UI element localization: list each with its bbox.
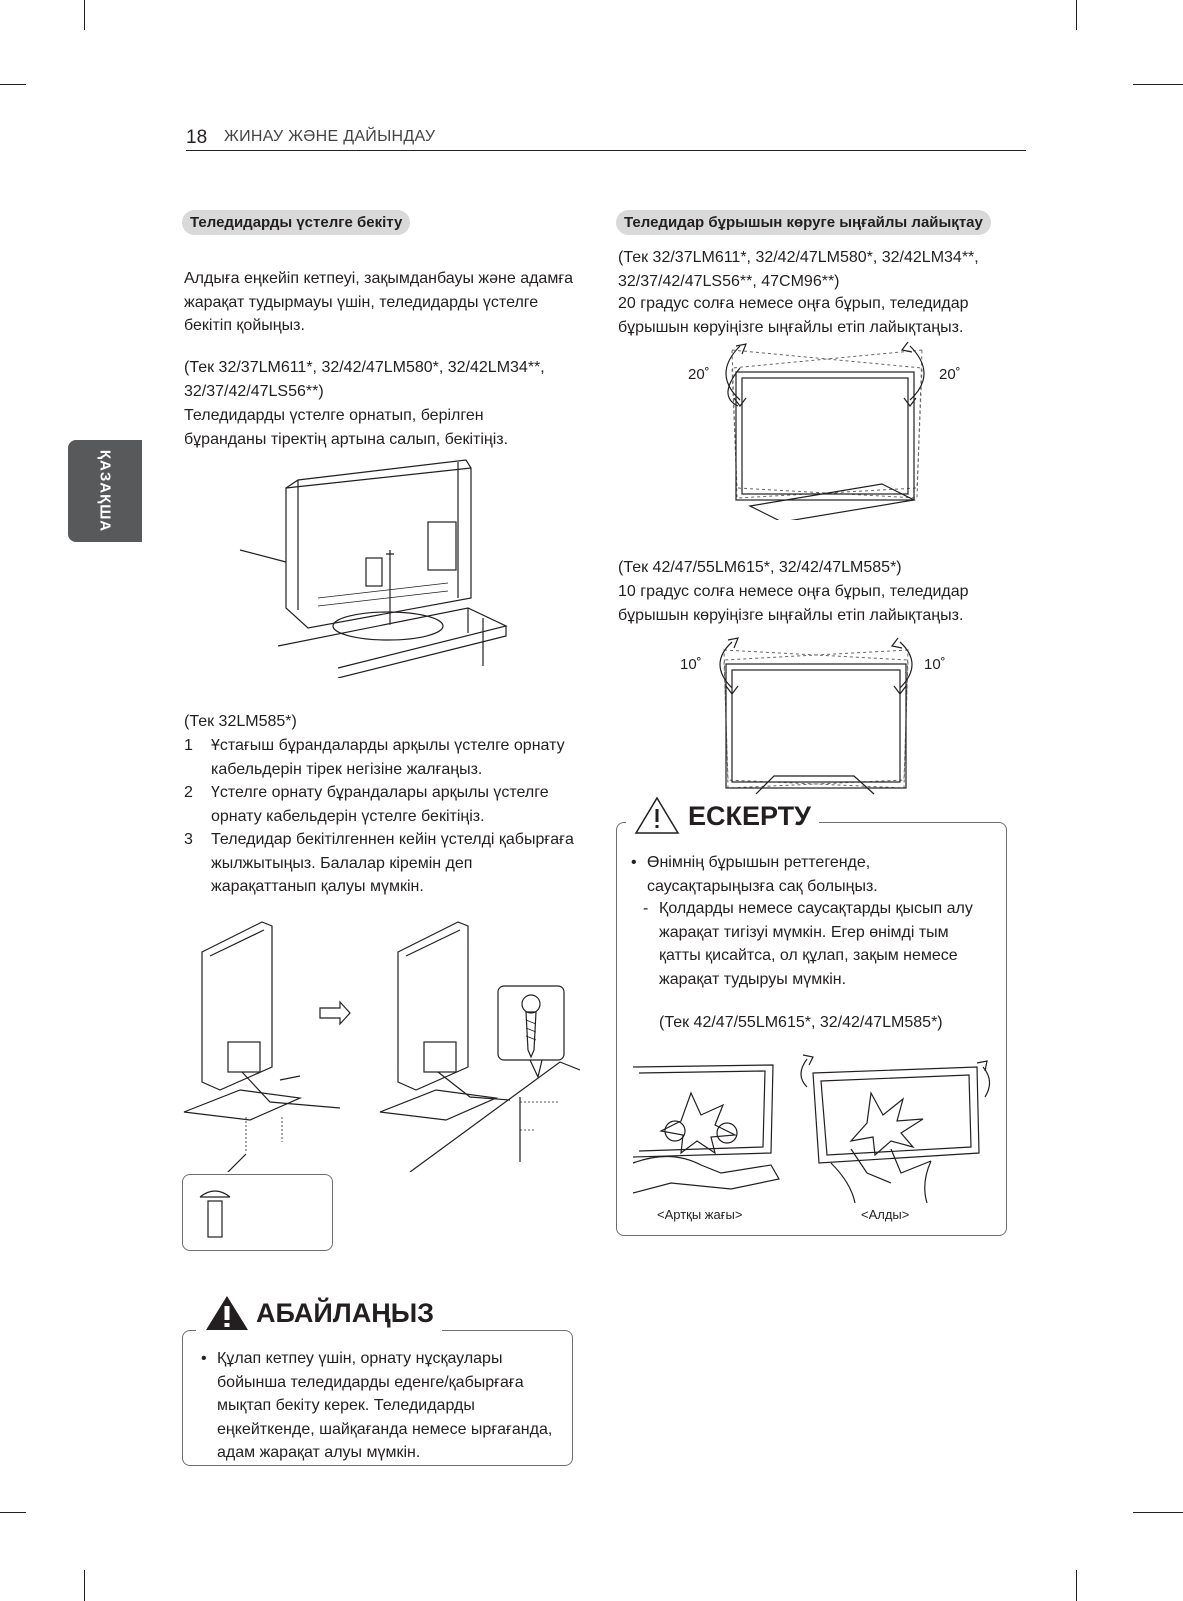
left-steps-list [184, 734, 574, 899]
screw-spec-box [182, 1174, 333, 1251]
left-models-1: (Тек 32/37LM611*, 32/42/47LM580*, 32/42LM34**, 32/37/42/47LS56**) [184, 359, 545, 400]
section-title: ЖИНАУ ЖӘНЕ ДАЙЫНДАУ [224, 128, 436, 145]
angle-left-20: 20˚ [688, 366, 710, 383]
left-instruction-1: Теледидарды үстелге орнатып, берілген бұранданы тіректің артына салып, бекітіңіз. [184, 407, 509, 448]
step-item: 3 Теледидар бекітілгеннен кейін үстелді қабырғаға жылжытыңыз. Балалар кіремін деп жарақаттанып қалуы мүмкін. [184, 831, 574, 895]
page-number: 18 [186, 127, 208, 148]
hand-pinch-illustration [631, 1053, 991, 1205]
right-models-2: (Тек 42/47/55LM615*, 32/42/47LM585*) [618, 559, 902, 576]
language-tab [68, 440, 142, 542]
left-intro: Алдыға еңкейіп кетпеуі, зақымданбауы және адамға жарақат тудырмауы үшін, теледидарды үстелге бекітіп қойыңыз. [184, 270, 574, 334]
crop-mark [1076, 1570, 1077, 1601]
caption-back: <Артқы жағы> [657, 1207, 743, 1222]
note-models: (Тек 42/47/55LM615*, 32/42/47LM585*) [659, 1014, 943, 1031]
angle-left-10: 10˚ [680, 656, 702, 673]
note-heading [626, 796, 819, 836]
caution-box [182, 1330, 573, 1466]
note-title: ЕСКЕРТУ [688, 800, 811, 831]
note-box [616, 822, 1007, 1236]
left-heading: Теледидарды үстелге бекіту [182, 210, 410, 235]
tv-table-illustration [238, 458, 528, 678]
table-mount-illustration [180, 912, 580, 1172]
right-instruction-2: 10 градус солға немесе оңға бұрып, теледидар бұрышын көруіңізге ыңғайлы етіп лайықтаңыз. [618, 583, 969, 624]
warning-triangle-outline-icon [634, 796, 680, 836]
caution-heading [196, 1294, 442, 1332]
warning-triangle-icon [204, 1294, 250, 1332]
crop-mark [0, 1512, 26, 1513]
crop-mark [1076, 0, 1077, 30]
left-models-2: (Тек 32LM585*) [184, 713, 297, 730]
caution-title: АБАЙЛАҢЫЗ [256, 1297, 435, 1328]
crop-mark [84, 1570, 85, 1601]
language-tab-label: ҚАЗАҚША [96, 449, 114, 533]
angle-right-20: 20˚ [939, 366, 961, 383]
right-instruction-1: 20 градус солға немесе оңға бұрып, теледидар бұрышын көруіңізге ыңғайлы етіп лайықтаңыз. [618, 295, 969, 336]
header-rule [186, 150, 1026, 151]
screw-icon [197, 1185, 233, 1239]
angle-right-10: 10˚ [924, 656, 946, 673]
crop-mark [84, 0, 85, 30]
swivel-10-illustration [704, 630, 928, 800]
caption-front: <Алды> [861, 1207, 910, 1222]
step-item: 1 Ұстағыш бұрандаларды арқылы үстелге орнату кабельдерін тірек негізіне жалғаңыз. [184, 737, 565, 778]
note-bullet: • Өнімнің бұрышын реттегенде, саусақтарыңызға сақ болыңыз. [631, 854, 878, 895]
caution-bullet: • Құлап кетпеу үшін, орнату нұсқаулары бойынша теледидарды еденге/қабырғаға мықтап бекіту керек. Теледидарды еңкейткенде, шайқағанда немесе ырғағанда, адам жарақат алуы мүмкін. [201, 1350, 553, 1461]
swivel-20-illustration [712, 338, 942, 520]
crop-mark [1133, 84, 1183, 85]
step-item: 2 Үстелге орнату бұрандалары арқылы үстелге орнату кабельдерін үстелге бекітіңіз. [184, 784, 549, 825]
crop-mark [0, 84, 26, 85]
crop-mark [1133, 1512, 1183, 1513]
note-sub: - Қолдарды немесе саусақтарды қысып алу жарақат тигізуі мүмкін. Егер өнімді тым қатты қисайтса, ол құлап, зақым немесе жарақат тудыруы мүмкін. [643, 900, 973, 988]
right-models-1: (Тек 32/37LM611*, 32/42/47LM580*, 32/42LM34**, 32/37/42/47LS56**, 47CM96**) [618, 249, 979, 290]
right-heading: Теледидар бұрышын көруге ыңғайлы лайықтау [616, 210, 991, 235]
